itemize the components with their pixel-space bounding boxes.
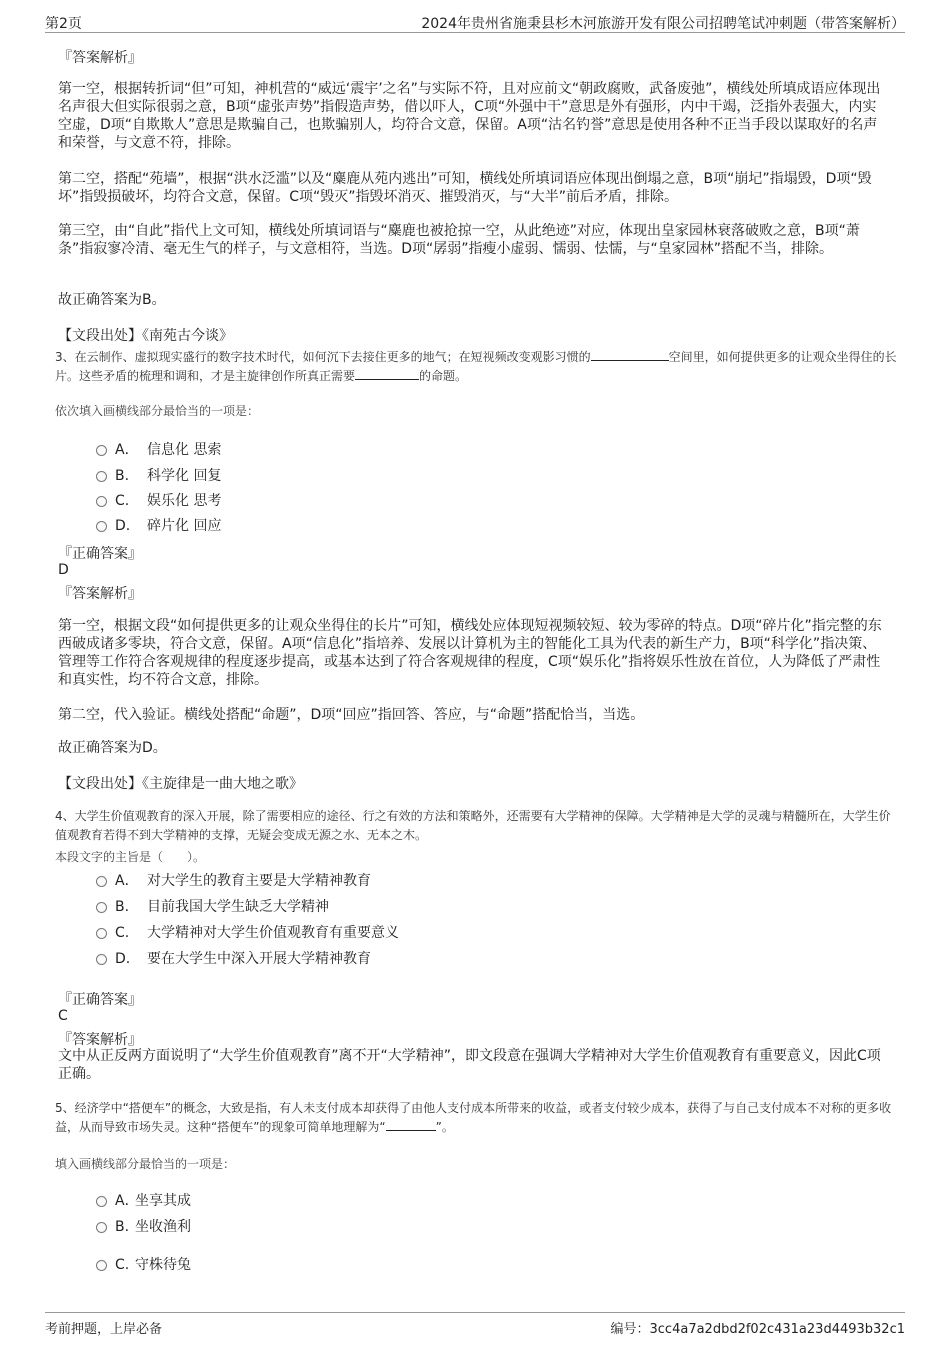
radio-icon[interactable] — [96, 521, 107, 532]
q4-option-b[interactable]: B. 目前我国大学生缺乏大学精神 — [96, 896, 329, 916]
fill-blank — [355, 368, 419, 380]
radio-icon[interactable] — [96, 471, 107, 482]
document-code: 编号：3cc4a7a2dbd2f02c431a23d4493b32c1 — [610, 1322, 905, 1337]
radio-icon[interactable] — [96, 445, 107, 456]
q2-analysis-para-3: 第三空，由“自此”指代上文可知，横线处所填词语与“麋鹿也被抢掠一空，从此绝迹”对应，体现出皇家园林衰落破败之意，B项“萧条”指寂寥冷清、毫无生气的样子，与文意相符，当选。D项“孱弱”指瘦小虚弱、懦弱、怯懦，与“皇家园林”搭配不当，排除。 — [58, 223, 860, 257]
q3-conclusion: 故正确答案为D。 — [58, 740, 167, 756]
radio-icon[interactable] — [96, 496, 107, 507]
analysis-label: 『答案解析』 — [58, 1032, 142, 1048]
q5-option-c[interactable]: C. 守株待兔 — [96, 1254, 191, 1274]
q3-analysis-para-2: 第二空，代入验证。横线处搭配“命题”，D项“回应”指回答、答应，与“命题”搭配恰当，当选。 — [58, 707, 645, 723]
radio-icon[interactable] — [96, 1222, 107, 1233]
radio-icon[interactable] — [96, 902, 107, 913]
footer-slogan: 考前押题，上岸必备 — [45, 1322, 163, 1337]
q3-source — [58, 773, 303, 793]
fill-blank — [386, 1119, 436, 1131]
radio-icon[interactable] — [96, 928, 107, 939]
document-title: 2024年贵州省施秉县杉木河旅游开发有限公司招聘笔试冲刺题（带答案解析） — [421, 16, 905, 32]
q5-instruction: 填入画横线部分最恰当的一项是： — [55, 1157, 236, 1171]
q3-option-c[interactable]: C. 娱乐化 思考 — [96, 490, 221, 510]
q4-option-a[interactable]: A． 对大学生的教育主要是大学精神教育 — [96, 870, 371, 890]
fill-blank — [591, 349, 669, 361]
q3-stem: 3、在云制作、虚拟现实盛行的数字技术时代，如何沉下去接住更多的地气；在短视频改变观影习惯的 空间里，如何提供更多的让观众坐得住的长片。这些矛盾的梳理和调和，才是主旋律创作所真正需要 的命题。 — [55, 350, 897, 383]
page-number: 第2页 — [45, 16, 82, 32]
q4-answer: C — [58, 1008, 68, 1024]
page-footer — [45, 1312, 905, 1341]
q4-analysis: 文中从正反两方面说明了“大学生价值观教育”离不开“大学精神”，即文段意在强调大学精神对大学生价值观教育有重要意义，因此C项正确。 — [58, 1048, 881, 1082]
q2-conclusion: 故正确答案为B。 — [58, 292, 166, 308]
q3-option-b[interactable]: B. 科学化 回复 — [96, 465, 221, 485]
q4-option-c[interactable]: C. 大学精神对大学生价值观教育有重要意义 — [96, 922, 399, 942]
q5-stem: 5、经济学中“搭便车”的概念，大致是指，有人未支付成本却获得了由他人支付成本所带来的收益，或者支付较少成本，获得了与自己支付成本不对称的更多收益，从而导致市场失灵。这种“搭便车”的现象可简单地理解为“ ”。 — [55, 1101, 892, 1134]
correct-label: 『正确答案』 — [58, 546, 142, 562]
source-title: 《主旋律是一曲大地之歌》 — [142, 776, 303, 792]
q4-instruction: 本段文字的主旨是（ ）。 — [55, 850, 206, 864]
correct-label: 『正确答案』 — [58, 992, 142, 1008]
q3-option-a[interactable]: A． 信息化 思索 — [96, 439, 221, 459]
page-header — [45, 10, 905, 33]
q4-option-d[interactable]: D. 要在大学生中深入开展大学精神教育 — [96, 948, 371, 968]
q4-stem: 4、大学生价值观教育的深入开展，除了需要相应的途径、行之有效的方法和策略外，还需要有大学精神的保障。大学精神是大学的灵魂与精髓所在，大学生价值观教育若得不到大学精神的支撑，无疑会变成无源之水、无本之木。 — [55, 809, 891, 842]
q3-analysis-para-1: 第一空，根据文段“如何提供更多的让观众坐得住的长片”可知，横线处应体现短视频较短、较为零碎的特点。D项“碎片化”指完整的东西破成诸多零块，符合文意，保留。A项“信息化”指培养、发展以计算机为主的智能化工具为代表的新生产力，B项“科学化”指决策、管理等工作符合客观规律的程度逐步提高，或基本达到了符合客观规律的程度，C项“娱乐化”指将娱乐性放在首位，人为降低了严肃性和真实性，均不符合文意，排除。 — [58, 618, 882, 688]
analysis-label: 『答案解析』 — [58, 586, 142, 602]
radio-icon[interactable] — [96, 1260, 107, 1271]
radio-icon[interactable] — [96, 876, 107, 887]
q3-option-d[interactable]: D. 碎片化 回应 — [96, 515, 221, 535]
radio-icon[interactable] — [96, 954, 107, 965]
q2-source — [58, 325, 233, 345]
source-prefix: 【文段出处】 — [58, 776, 142, 792]
radio-icon[interactable] — [96, 1196, 107, 1207]
q5-option-a[interactable]: A．坐享其成 — [96, 1190, 191, 1210]
analysis-label: 『答案解析』 — [58, 50, 142, 66]
q5-option-b[interactable]: B. 坐收渔利 — [96, 1216, 191, 1236]
q2-analysis-para-1: 第一空，根据转折词“但”可知，神机营的“威远‘震宇’之名”与实际不符，且对应前文“朝政腐败，武备废弛”，横线处所填成语应体现出名声很大但实际很弱之意，B项“虚张声势”指假造声势，借以吓人，C项“外强中干”意思是外有强形，内中干竭，泛指外表强大，内实空虚，D项“自欺欺人”意思是欺骗自己，也欺骗别人，均符合文意，保留。A项“沽名钓誉”意思是使用各种不正当手段以谋取好的名声和荣誉，与文意不符，排除。 — [58, 81, 881, 151]
q3-instruction: 依次填入画横线部分最恰当的一项是： — [55, 404, 260, 418]
q3-answer: D — [58, 562, 69, 578]
source-title: 《南苑古今谈》 — [142, 328, 233, 344]
source-prefix: 【文段出处】 — [58, 328, 142, 344]
q2-analysis-para-2: 第二空，搭配“苑墙”，根据“洪水泛滥”以及“麋鹿从苑内逃出”可知，横线处所填词语应体现出倒塌之意，B项“崩圮”指塌毁，D项“毁坏”指毁损破坏，均符合文意，保留。C项“毁灭”指毁坏消灭、摧毁消灭，与“大半”前后矛盾，排除。 — [58, 171, 872, 205]
